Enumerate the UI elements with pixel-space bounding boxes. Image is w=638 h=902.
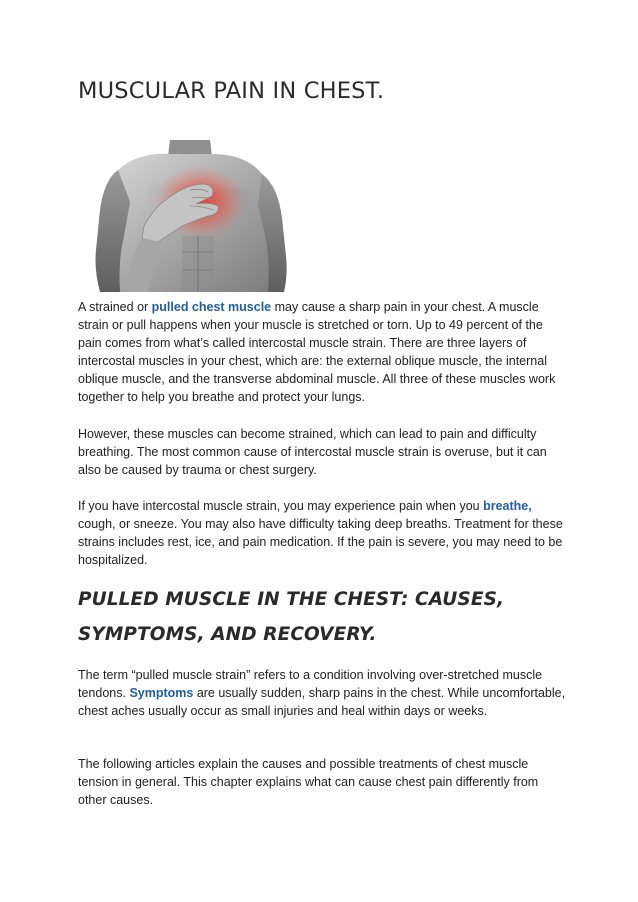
page-title: MUSCULAR PAIN IN CHEST. <box>78 78 385 104</box>
pulled-chest-muscle-link[interactable]: pulled chest muscle <box>151 300 272 314</box>
paragraph-text: may cause a sharp pain in your chest. A muscle strain or pull happens when your muscle is stretched or torn. Up to 49 percent of the pain comes from what’s called intercostal muscle strain. There are three layers of intercostal muscles in your chest, which are: the external oblique muscle, the internal oblique muscle, and the transverse abdominal muscle. All three of these muscles work together to help you breathe and protect your lungs. <box>78 300 556 404</box>
paragraph-symptoms <box>78 497 568 569</box>
paragraph-articles: The following articles explain the causes and possible treatments of chest muscle tension in general. This chapter explains what can cause chest pain differently from other causes. <box>78 757 539 807</box>
paragraph-causes: However, these muscles can become strained, which can lead to pain and difficulty breathing. The most common cause of intercostal muscle strain is overuse, but it can also be caused by trauma or chest surgery. <box>78 427 547 477</box>
section-heading: PULLED MUSCLE IN THE CHEST: CAUSES, SYMPTOMS, AND RECOVERY. <box>78 589 505 645</box>
paragraph-text: If you have intercostal muscle strain, you may experience pain when you <box>78 499 484 513</box>
symptoms-link[interactable]: Symptoms <box>129 686 194 700</box>
paragraph-text: are usually sudden, sharp pains in the chest. While uncomfortable, chest aches usually occur as small injuries and heal within days or weeks. <box>78 686 566 718</box>
paragraph-text: The term “pulled muscle strain” refers to a condition involving over-stretched muscle tendons. <box>78 668 543 700</box>
paragraph-intro <box>78 298 568 406</box>
breathe-link[interactable]: breathe, <box>483 499 532 513</box>
paragraph-text: A strained or <box>78 300 152 314</box>
paragraph-text: cough, or sneeze. You may also have difficulty taking deep breaths. Treatment for these strains includes rest, ice, and pain medication. If the pain is severe, you may need to be hospitalized. <box>78 517 563 567</box>
chest-pain-image <box>78 140 288 292</box>
chest-pain-illustration <box>78 140 288 292</box>
paragraph-definition <box>78 666 568 720</box>
